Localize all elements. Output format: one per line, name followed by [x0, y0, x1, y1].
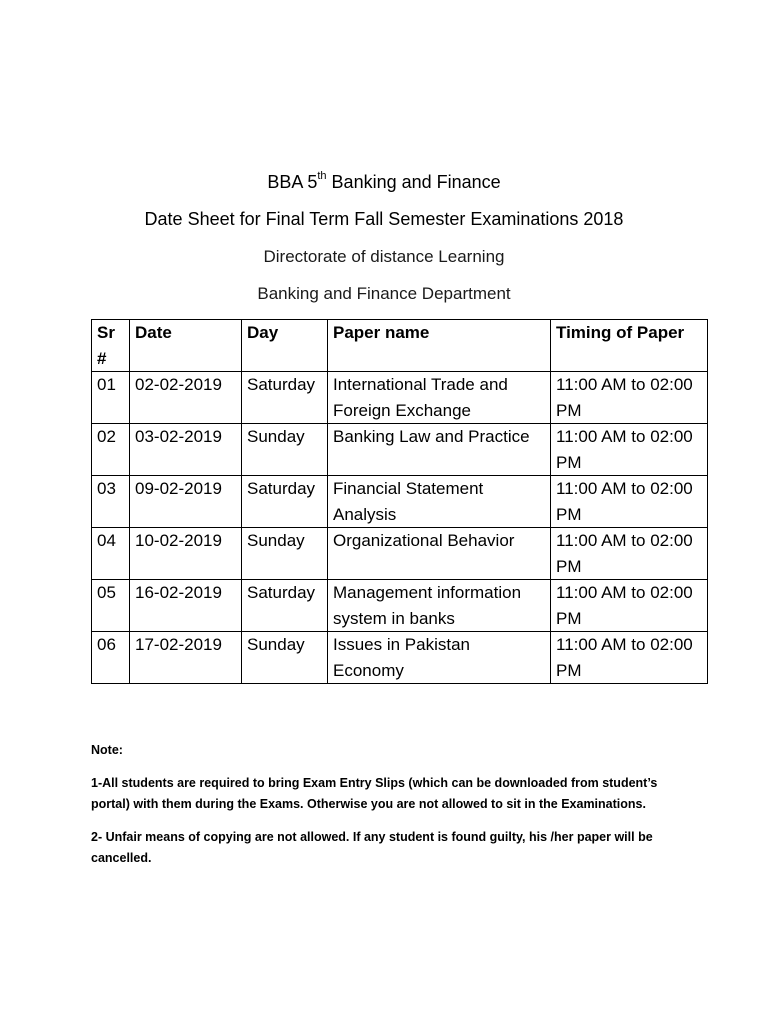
- cell-date: 10-02-2019: [130, 528, 242, 580]
- cell-day: Saturday: [242, 372, 328, 424]
- title-prefix: BBA 5: [267, 172, 318, 192]
- title-superscript: th: [317, 170, 327, 182]
- cell-day: Saturday: [242, 476, 328, 528]
- cell-date: 17-02-2019: [130, 632, 242, 684]
- cell-day: Sunday: [242, 632, 328, 684]
- note-item: 1-All students are required to bring Exam Entry Slips (which can be downloaded from student’s portal) with them during the Exams. Otherwise you are not allowed to sit in the Examinations.: [91, 776, 658, 811]
- header-date: Date: [130, 320, 242, 372]
- table-row: [92, 528, 708, 580]
- header-day: Day: [242, 320, 328, 372]
- note-item: 2- Unfair means of copying are not allowed. If any student is found guilty, his /her paper will be cancelled.: [91, 830, 653, 865]
- cell-date: 03-02-2019: [130, 424, 242, 476]
- directorate-name: Directorate of distance Learning: [263, 247, 505, 266]
- cell-day: Saturday: [242, 580, 328, 632]
- cell-sr: 02: [92, 424, 130, 476]
- cell-sr: 01: [92, 372, 130, 424]
- cell-sr: 05: [92, 580, 130, 632]
- cell-timing: 11:00 AM to 02:00 PM: [551, 372, 708, 424]
- cell-paper: Banking Law and Practice: [328, 424, 551, 476]
- cell-day: Sunday: [242, 424, 328, 476]
- notes-section: [91, 740, 691, 881]
- document-subtitle: Date Sheet for Final Term Fall Semester Examinations 2018: [144, 209, 624, 229]
- table-row: [92, 632, 708, 684]
- cell-timing: 11:00 AM to 02:00 PM: [551, 528, 708, 580]
- cell-date: 09-02-2019: [130, 476, 242, 528]
- exam-schedule-table: [91, 319, 708, 684]
- notes-label: Note:: [91, 743, 123, 757]
- table-row: [92, 424, 708, 476]
- table-row: [92, 372, 708, 424]
- table-row: [92, 580, 708, 632]
- table-header-row: [92, 320, 708, 372]
- cell-day: Sunday: [242, 528, 328, 580]
- header-sr: Sr #: [92, 320, 130, 372]
- table-row: [92, 476, 708, 528]
- cell-sr: 06: [92, 632, 130, 684]
- cell-date: 02-02-2019: [130, 372, 242, 424]
- document-title: [0, 171, 768, 193]
- cell-paper: Management information system in banks: [328, 580, 551, 632]
- cell-paper: Issues in Pakistan Economy: [328, 632, 551, 684]
- cell-date: 16-02-2019: [130, 580, 242, 632]
- cell-timing: 11:00 AM to 02:00 PM: [551, 424, 708, 476]
- title-suffix: Banking and Finance: [326, 172, 501, 192]
- header-paper: Paper name: [328, 320, 551, 372]
- cell-timing: 11:00 AM to 02:00 PM: [551, 632, 708, 684]
- cell-sr: 03: [92, 476, 130, 528]
- header-timing: Timing of Paper: [551, 320, 708, 372]
- cell-paper: International Trade and Foreign Exchange: [328, 372, 551, 424]
- department-name: Banking and Finance Department: [257, 284, 511, 303]
- cell-sr: 04: [92, 528, 130, 580]
- cell-paper: Organizational Behavior: [328, 528, 551, 580]
- cell-timing: 11:00 AM to 02:00 PM: [551, 476, 708, 528]
- cell-paper: Financial Statement Analysis: [328, 476, 551, 528]
- cell-timing: 11:00 AM to 02:00 PM: [551, 580, 708, 632]
